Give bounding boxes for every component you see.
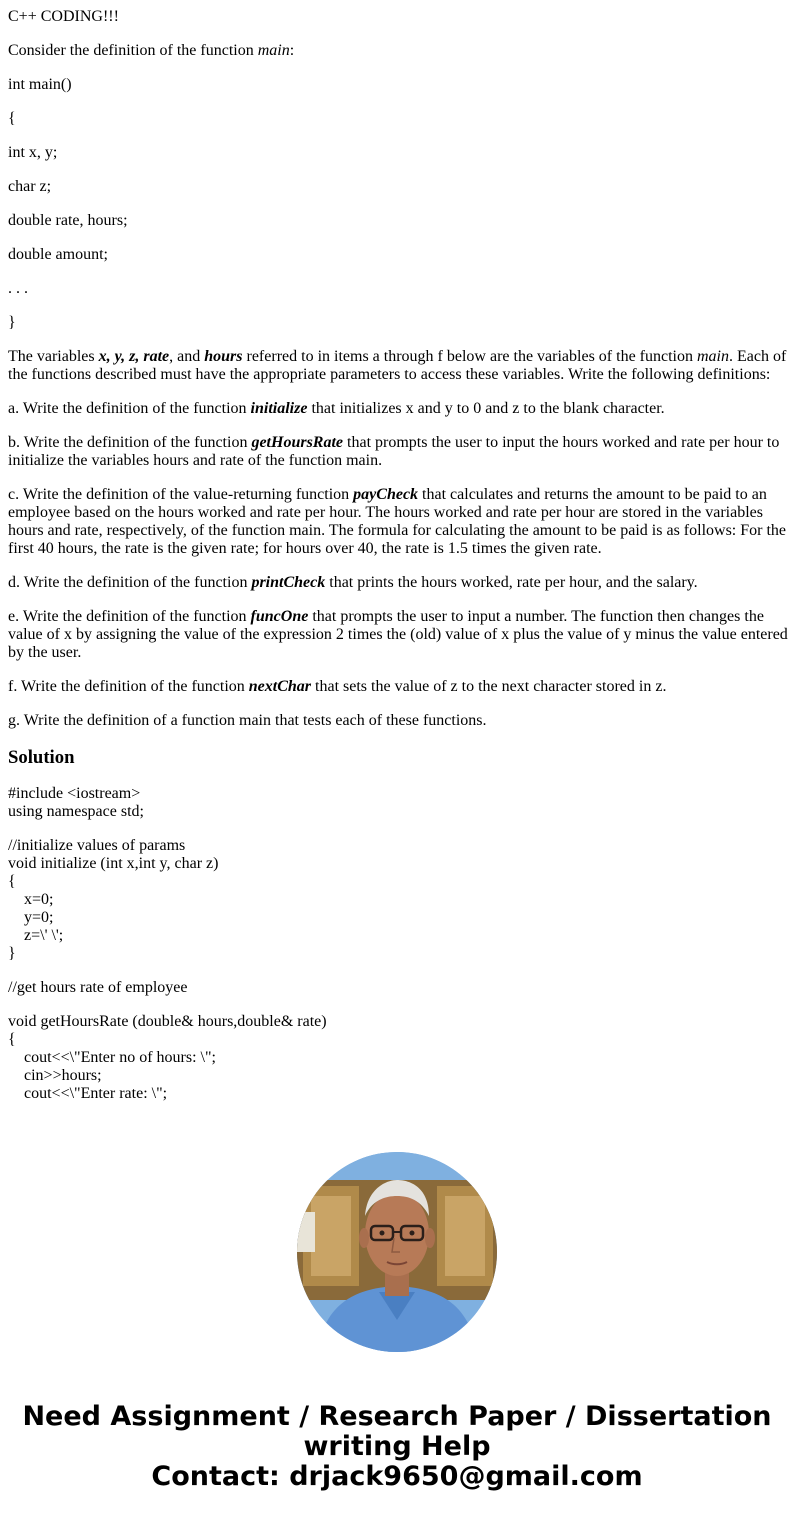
author-portrait-image: [297, 1152, 497, 1352]
code-line-main: int main(): [8, 76, 72, 93]
solution-code-gethoursrate: void getHoursRate (double& hours,double& rate) { cout<<\"Enter no of hours: \"; cin>>hours; cout<<\"Enter rate: \";: [8, 1013, 327, 1102]
function-name: nextChar: [248, 678, 312, 695]
code-line-close-brace: }: [8, 314, 16, 331]
function-name: getHoursRate: [251, 434, 344, 451]
question-document: [8, 8, 788, 1119]
code-line-ellipsis: . . .: [8, 280, 28, 297]
intro-function-name: main: [257, 42, 290, 59]
item-a: a. Write the definition of the function initialize that initializes x and y to 0 and z to the blank character.: [8, 400, 665, 417]
code-line-amount-decl: double amount;: [8, 246, 108, 263]
function-name: initialize: [250, 400, 308, 417]
code-line-int-decl: int x, y;: [8, 144, 58, 161]
item-f: f. Write the definition of the function nextChar that sets the value of z to the next character stored in z.: [8, 678, 667, 695]
banner-line-3: Contact: drjack9650@gmail.com: [151, 1461, 643, 1492]
solution-code-comment: //get hours rate of employee: [8, 979, 188, 996]
function-name: funcOne: [250, 608, 309, 625]
function-name: printCheck: [251, 574, 326, 591]
code-line-open-brace: {: [8, 110, 16, 127]
function-name: payCheck: [353, 486, 419, 503]
code-line-char-decl: char z;: [8, 178, 52, 195]
banner-line-1: Need Assignment / Research Paper / Dissertation: [22, 1401, 772, 1432]
solution-code-includes: #include <iostream> using namespace std;: [8, 785, 144, 820]
item-g: g. Write the definition of a function main that tests each of these functions.: [8, 712, 487, 729]
solution-code-initialize: //initialize values of params void initialize (int x,int y, char z) { x=0; y=0; z=\' \'; }: [8, 837, 219, 962]
contact-banner: [0, 1402, 794, 1492]
intro-paragraph: Consider the definition of the function main:: [8, 42, 295, 59]
item-c: c. Write the definition of the value-returning function payCheck that calculates and returns the amount to be paid to an employee based on the hours worked and rate per hour. The hours worked and rate per hour are stored in the variables hours and rate, respectively, of the function main. The formula for calculating the amount to be paid is as follows: For the first 40 hours, the rate is the given rate; for hours over 40, the rate is 1.5 times the given rate.: [8, 486, 787, 557]
item-b: b. Write the definition of the function getHoursRate that prompts the user to input the hours worked and rate per hour to initialize the variables hours and rate of the function main.: [8, 434, 780, 469]
code-line-double-decl: double rate, hours;: [8, 212, 128, 229]
item-d: d. Write the definition of the function printCheck that prints the hours worked, rate per hour, and the salary.: [8, 574, 698, 591]
banner-line-2: writing Help: [303, 1431, 491, 1462]
page-title: C++ CODING!!!: [8, 8, 119, 25]
avatar: [297, 1152, 497, 1352]
item-e: e. Write the definition of the function funcOne that prompts the user to input a number. The function then changes the value of x by assigning the value of the expression 2 times the (old) value of x plus the value of y minus the value entered by the user.: [8, 608, 788, 661]
variables-paragraph: The variables x, y, z, rate, and hours referred to in items a through f below are the variables of the function main. Each of the functions described must have the appropriate parameters to access these variables. Write the following definitions:: [8, 348, 787, 383]
solution-heading: Solution: [8, 747, 75, 768]
